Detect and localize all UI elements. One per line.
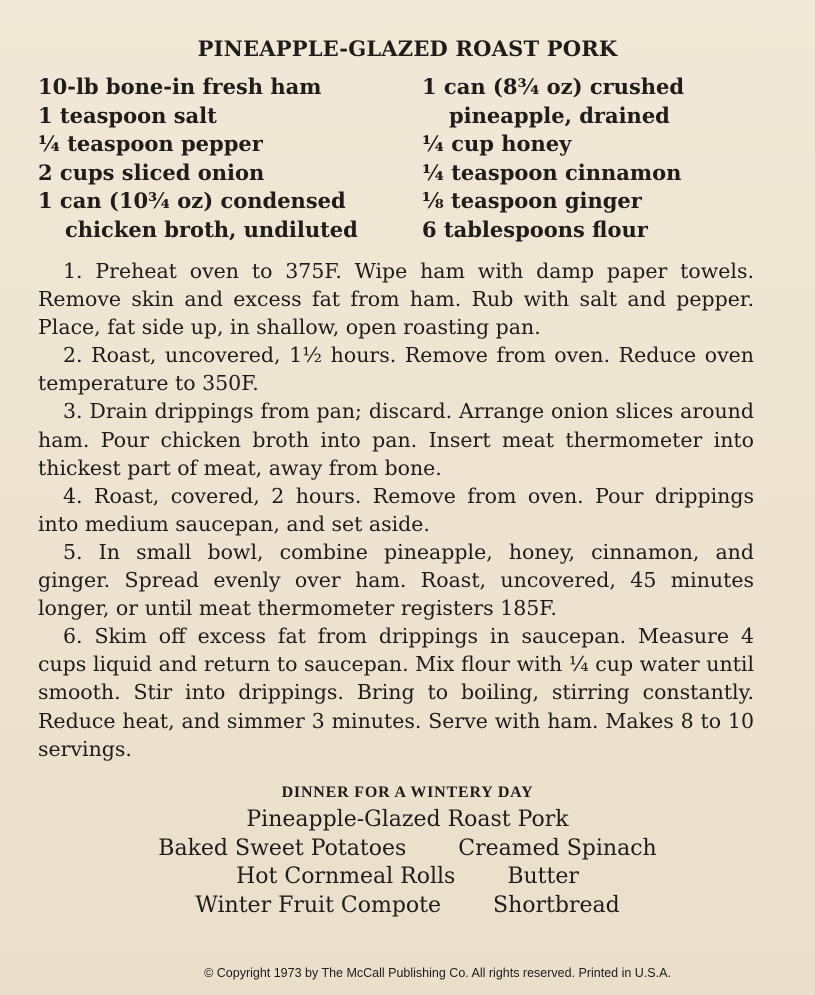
ingredient-item: 1 can (8¾ oz) crushed [422, 74, 685, 99]
ingredient-item: ⅛ teaspoon ginger [422, 188, 642, 214]
ingredient-item: 1 teaspoon salt [38, 102, 217, 128]
ingredient-item: ¼ cup honey [422, 131, 572, 157]
menu-item: Baked Sweet Potatoes [158, 835, 407, 861]
menu-main-dish: Pineapple-Glazed Roast Pork [246, 807, 569, 832]
copyright-notice: © Copyright 1973 by The McCall Publishing Co. All rights reserved. Printed in U.S.A. [204, 966, 671, 980]
menu-heading: DINNER FOR A WINTERY DAY [281, 784, 534, 801]
menu-row [0, 835, 815, 864]
ingredient-item: 2 cups sliced onion [38, 159, 265, 185]
ingredient-item: ¼ teaspoon cinnamon [422, 159, 682, 185]
recipe-title: PINEAPPLE-GLAZED ROAST PORK [197, 36, 618, 61]
menu-item: Shortbread [493, 892, 620, 918]
ingredient-item: 6 tablespoons flour [422, 216, 648, 242]
direction-step: 5. In small bowl, combine pineapple, honey, cinnamon, and ginger. Spread evenly over ham. Roast, uncovered, 45 minutes longer, or until meat thermometer registers 185F. [38, 539, 754, 621]
menu-row [0, 863, 815, 892]
ingredient-item: ¼ teaspoon pepper [38, 131, 263, 157]
ingredients-left-column [38, 73, 422, 245]
direction-step: 1. Preheat oven to 375F. Wipe ham with damp paper towels. Remove skin and excess fat from ham. Rub with salt and pepper. Place, fat side up, in shallow, open roasting pan. [38, 259, 754, 340]
direction-step: 3. Drain drippings from pan; discard. Arrange onion slices around ham. Pour chicken broth into pan. Insert meat thermometer into thickest part of meat, away from bone. [38, 399, 754, 480]
direction-step: 2. Roast, uncovered, 1½ hours. Remove from oven. Reduce oven temperature to 350F. [38, 343, 754, 396]
menu-item: Winter Fruit Compote [195, 892, 442, 918]
menu-row [0, 892, 815, 921]
menu-item: Creamed Spinach [458, 835, 657, 861]
directions [38, 257, 754, 763]
ingredient-item-continuation: pineapple, drained [449, 102, 670, 128]
ingredient-item: 10-lb bone-in fresh ham [38, 74, 322, 99]
direction-step: 4. Roast, covered, 2 hours. Remove from oven. Pour drippings into medium saucepan, and set aside. [38, 483, 754, 536]
ingredient-item: 1 can (10¾ oz) condensed [38, 188, 346, 214]
menu-item: Hot Cornmeal Rolls [236, 864, 456, 889]
menu-item: Butter [507, 864, 579, 889]
ingredients-right-column [422, 73, 778, 245]
ingredients-list [38, 73, 778, 245]
menu-section [0, 784, 815, 920]
direction-step: 6. Skim off excess fat from drippings in saucepan. Measure 4 cups liquid and return to saucepan. Mix flour with ¼ cup water until smooth. Stir into drippings. Bring to boiling, stirring constantly. Reduce heat, and simmer 3 minutes. Serve with ham. Makes 8 to 10 servings. [38, 624, 754, 761]
ingredient-item-continuation: chicken broth, undiluted [65, 216, 358, 242]
